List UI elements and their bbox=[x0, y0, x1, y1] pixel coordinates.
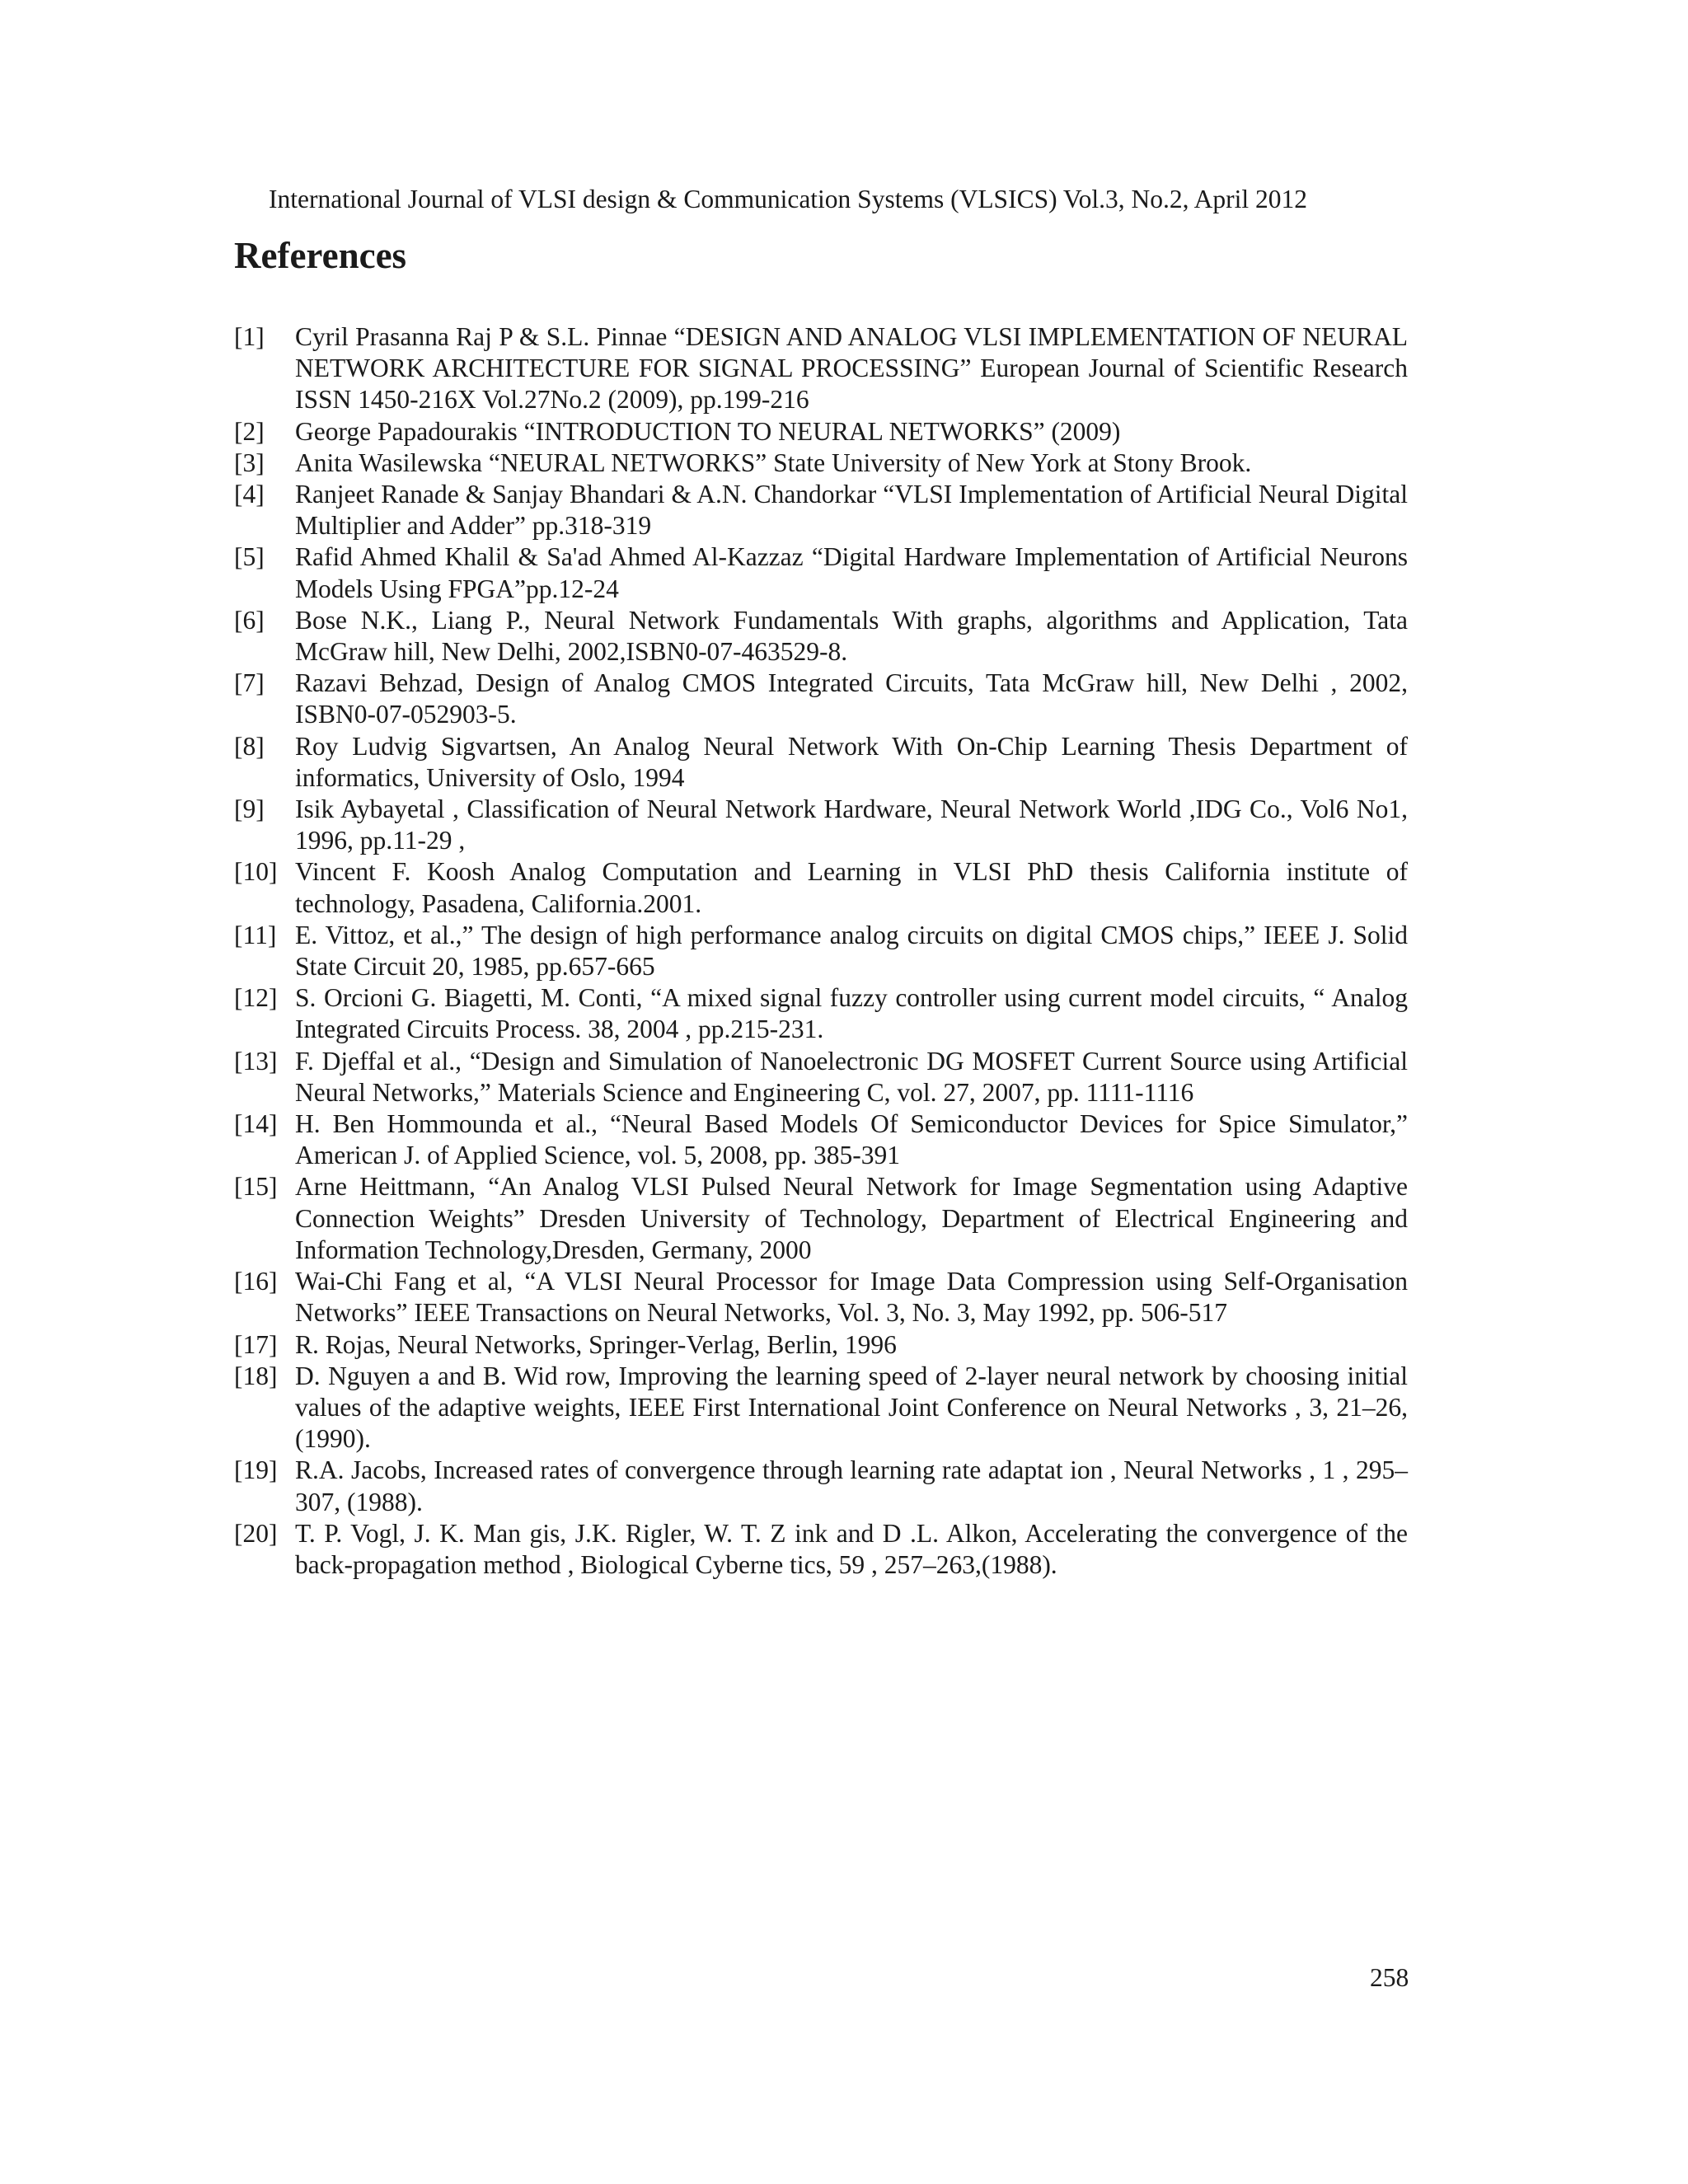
reference-text: D. Nguyen a and B. Wid row, Improving the learning speed of 2-layer neural network by choosing initial values of the adaptive weights, IEEE First International Joint Conference on Neural Networks , 3, 21–26, (1990). bbox=[295, 1361, 1408, 1454]
reference-number: [11] bbox=[234, 920, 277, 949]
reference-text: H. Ben Hommounda et al., “Neural Based Models Of Semiconductor Devices for Spice Simulator,” American J. of Applied Science, vol. 5, 2008, pp. 385-391 bbox=[295, 1109, 1408, 1170]
reference-number: [3] bbox=[234, 448, 265, 477]
reference-item bbox=[234, 1455, 1408, 1517]
reference-text: Isik Aybayetal , Classification of Neural Network Hardware, Neural Network World ,IDG Co., Vol6 No1, 1996, pp.11-29 , bbox=[295, 794, 1408, 855]
reference-item bbox=[234, 416, 1408, 448]
reference-number: [9] bbox=[234, 794, 265, 824]
reference-text: Vincent F. Koosh Analog Computation and Learning in VLSI PhD thesis California institute of technology, Pasadena, California.2001. bbox=[295, 857, 1408, 918]
reference-text: Arne Heittmann, “An Analog VLSI Pulsed Neural Network for Image Segmentation using Adaptive Connection Weights” Dresden University of Technology, Department of Electrical Engineering and Information Technology,Dresden, Germany, 2000 bbox=[295, 1172, 1408, 1264]
reference-item bbox=[234, 1108, 1408, 1171]
reference-number: [7] bbox=[234, 668, 265, 698]
reference-item bbox=[234, 1046, 1408, 1108]
reference-text: George Papadourakis “INTRODUCTION TO NEURAL NETWORKS” (2009) bbox=[295, 416, 1121, 446]
running-header: International Journal of VLSI design & Communication Systems (VLSICS) Vol.3, No.2, April 2012 bbox=[269, 185, 1307, 213]
reference-item bbox=[234, 1329, 1408, 1361]
reference-text: Wai-Chi Fang et al, “A VLSI Neural Processor for Image Data Compression using Self-Organisation Networks” IEEE Transactions on Neural Networks, Vol. 3, No. 3, May 1992, pp. 506-517 bbox=[295, 1267, 1408, 1328]
reference-list bbox=[234, 321, 1408, 1581]
reference-text: Anita Wasilewska “NEURAL NETWORKS” State University of New York at Stony Brook. bbox=[295, 448, 1252, 477]
reference-item bbox=[234, 1518, 1408, 1581]
reference-number: [4] bbox=[234, 480, 265, 509]
reference-item bbox=[234, 1266, 1408, 1329]
reference-number: [16] bbox=[234, 1267, 278, 1296]
reference-number: [5] bbox=[234, 542, 265, 572]
reference-item bbox=[234, 856, 1408, 919]
reference-text: Rafid Ahmed Khalil & Sa'ad Ahmed Al-Kazzaz “Digital Hardware Implementation of Artificial Neurons Models Using FPGA”pp.12-24 bbox=[295, 542, 1408, 603]
reference-number: [15] bbox=[234, 1172, 278, 1202]
page-number: 258 bbox=[1370, 1963, 1409, 1992]
reference-text: Ranjeet Ranade & Sanjay Bhandari & A.N. Chandorkar “VLSI Implementation of Artificial Neural Digital Multiplier and Adder” pp.318-319 bbox=[295, 480, 1408, 541]
reference-item bbox=[234, 541, 1408, 604]
reference-text: Bose N.K., Liang P., Neural Network Fundamentals With graphs, algorithms and Application, Tata McGraw hill, New Delhi, 2002,ISBN0-07-463529-8. bbox=[295, 605, 1408, 667]
reference-number: [6] bbox=[234, 605, 265, 635]
reference-text: Cyril Prasanna Raj P & S.L. Pinnae “DESIGN AND ANALOG VLSI IMPLEMENTATION OF NEURAL NETWORK ARCHITECTURE FOR SIGNAL PROCESSING” European Journal of Scientific Research ISSN 1450-216X Vol.27No.2 (2009), pp.199-216 bbox=[295, 322, 1408, 415]
reference-number: [8] bbox=[234, 731, 265, 761]
reference-number: [18] bbox=[234, 1361, 278, 1390]
reference-number: [13] bbox=[234, 1046, 278, 1076]
reference-text: F. Djeffal et al., “Design and Simulation of Nanoelectronic DG MOSFET Current Source using Artificial Neural Networks,” Materials Science and Engineering C, vol. 27, 2007, pp. 1111-1116 bbox=[295, 1046, 1408, 1107]
reference-number: [10] bbox=[234, 857, 278, 887]
reference-item bbox=[234, 794, 1408, 856]
reference-number: [2] bbox=[234, 416, 265, 446]
reference-number: [19] bbox=[234, 1455, 278, 1485]
reference-number: [14] bbox=[234, 1109, 278, 1139]
reference-item bbox=[234, 448, 1408, 479]
reference-number: [1] bbox=[234, 322, 265, 351]
reference-text: E. Vittoz, et al.,” The design of high performance analog circuits on digital CMOS chips,” IEEE J. Solid State Circuit 20, 1985, pp.657-665 bbox=[295, 920, 1408, 982]
reference-number: [17] bbox=[234, 1329, 278, 1359]
reference-text: Roy Ludvig Sigvartsen, An Analog Neural Network With On-Chip Learning Thesis Department of informatics, University of Oslo, 1994 bbox=[295, 731, 1408, 792]
reference-item bbox=[234, 479, 1408, 541]
reference-item bbox=[234, 731, 1408, 794]
reference-text: Razavi Behzad, Design of Analog CMOS Integrated Circuits, Tata McGraw hill, New Delhi , 2002, ISBN0-07-052903-5. bbox=[295, 668, 1408, 729]
reference-item bbox=[234, 668, 1408, 730]
reference-text: S. Orcioni G. Biagetti, M. Conti, “A mixed signal fuzzy controller using current model circuits, “ Analog Integrated Circuits Process. 38, 2004 , pp.215-231. bbox=[295, 983, 1408, 1044]
reference-text: T. P. Vogl, J. K. Man gis, J.K. Rigler, W. T. Z ink and D .L. Alkon, Accelerating the convergence of the back-propagation method , Biological Cyberne tics, 59 , 257–263,(1988). bbox=[295, 1518, 1408, 1579]
reference-item bbox=[234, 605, 1408, 668]
reference-number: [12] bbox=[234, 983, 278, 1013]
reference-number: [20] bbox=[234, 1518, 278, 1548]
reference-item bbox=[234, 321, 1408, 416]
reference-item bbox=[234, 982, 1408, 1045]
reference-item bbox=[234, 1171, 1408, 1266]
reference-text: R.A. Jacobs, Increased rates of convergence through learning rate adaptat ion , Neural Networks , 1 , 295–307, (1988). bbox=[295, 1455, 1408, 1516]
reference-item bbox=[234, 920, 1408, 982]
section-title: References bbox=[234, 235, 407, 276]
reference-item bbox=[234, 1361, 1408, 1455]
reference-text: R. Rojas, Neural Networks, Springer-Verlag, Berlin, 1996 bbox=[295, 1329, 897, 1359]
